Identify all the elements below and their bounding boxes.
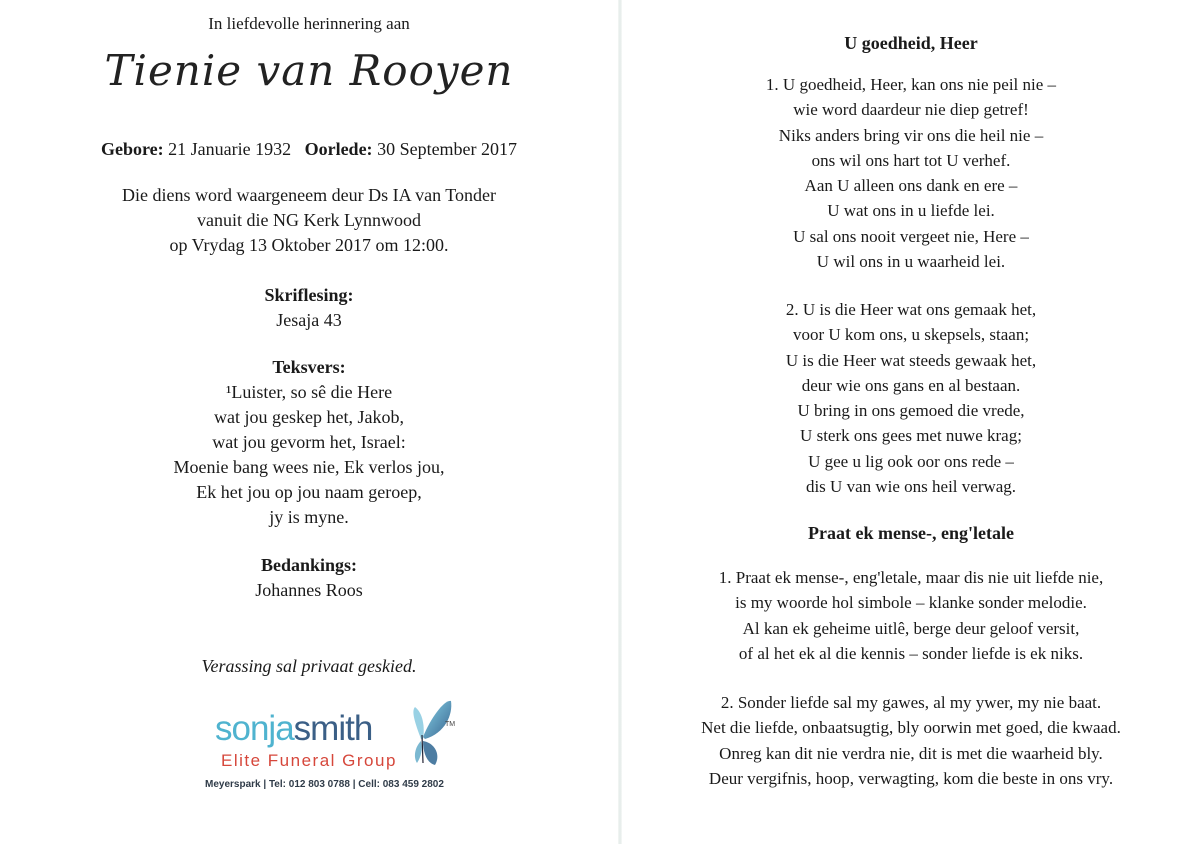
song-line: U sal ons nooit vergeet nie, Here – (793, 226, 1029, 246)
dates-line (0, 139, 618, 160)
intro-line: In liefdevolle herinnering aan (208, 14, 410, 33)
song-line: Onreg kan dit nie verdra nie, dit is met die waarheid bly. (719, 743, 1103, 763)
logo-subtitle: Elite Funeral Group (221, 751, 397, 770)
service-line: op Vrydag 13 Oktober 2017 om 12:00. (169, 235, 449, 255)
song-line: 2. U is die Heer wat ons gemaak het, (785, 300, 1037, 319)
song1-title: U goedheid, Heer (844, 33, 978, 53)
text-verse-line: ¹Luister, so sê die Here (225, 382, 393, 402)
thanks-title: Bedankings: (260, 555, 358, 575)
text-verse-title: Teksvers: (272, 357, 346, 377)
song-line: deur wie ons gans en al bestaan. (801, 375, 1021, 395)
logo-trademark: TM (445, 721, 456, 728)
text-verse-line: wat jou geskep het, Jakob, (214, 407, 404, 427)
scripture-section (0, 283, 618, 333)
song-line: U wil ons in u waarheid lei. (816, 252, 1006, 272)
song-line: 1. Praat ek mense-, eng'letale, maar dis nie uit liefde nie, (718, 568, 1104, 587)
service-line: Die diens word waargeneem deur Ds IA van Tonder (122, 185, 496, 205)
song-line: Aan U alleen ons dank en ere – (804, 176, 1018, 196)
song-line: voor U kom ons, u skepsels, staan; (792, 325, 1030, 345)
song-line: 1. U goedheid, Heer, kan ons nie peil nie – (765, 75, 1057, 94)
text-verse-line: jy is myne. (269, 507, 349, 527)
song2-title: Praat ek mense-, eng'letale (808, 523, 1014, 543)
song-line: is my woorde hol simbole – klanke sonder melodie. (735, 593, 1087, 613)
song1 (622, 31, 1200, 56)
song-line: dis U van wie ons heil verwag. (805, 477, 1017, 497)
song-line: Al kan ek geheime uitlê, berge deur geloof versit, (742, 618, 1080, 638)
scripture-title: Skriflesing: (264, 285, 354, 305)
text-verse-line: Moenie bang wees nie, Ek verlos jou, (173, 457, 445, 477)
logo-contact: Meyerspark | Tel: 012 803 0788 | Cell: 083 459 2802 (205, 779, 444, 790)
song-line: Niks anders bring vir ons die heil nie – (778, 125, 1044, 145)
song1-verse2 (622, 297, 1200, 499)
died-value: 30 September 2017 (377, 139, 518, 159)
song2 (622, 521, 1200, 546)
logo-brand-part1: sonja (215, 709, 294, 748)
text-verse-line: wat jou gevorm het, Israel: (212, 432, 406, 452)
song-line: of al het ek al die kennis – sonder liefde is ek niks. (738, 643, 1084, 663)
song-line: U bring in ons gemoed die vrede, (797, 401, 1025, 421)
song-line: ons wil ons hart tot U verhef. (811, 150, 1011, 170)
song-line: 2. Sonder liefde sal my gawes, al my ywer, my nie baat. (720, 693, 1102, 712)
thanks-section (0, 553, 618, 603)
song-line: Net die liefde, onbaatsugtig, bly oorwin met goed, die kwaad. (701, 718, 1121, 738)
scripture-value: Jesaja 43 (276, 310, 342, 330)
deceased-name: Tienie van Rooyen (104, 46, 514, 95)
song-line: U is die Heer wat steeds gewaak het, (785, 350, 1037, 370)
text-verse-section (0, 355, 618, 530)
butterfly-icon (401, 697, 456, 769)
song-line: U gee u lig ook oor ons rede – (808, 451, 1014, 471)
service-line: vanuit die NG Kerk Lynnwood (197, 210, 421, 230)
song2-verse1 (622, 565, 1200, 666)
died-label: Oorlede: (304, 139, 373, 159)
song1-verse1 (622, 72, 1200, 274)
right-page (622, 0, 1200, 844)
born-label: Gebore: (100, 139, 164, 159)
closing-note: Verassing sal privaat geskied. (201, 656, 417, 676)
song-line: Deur vergifnis, hoop, verwagting, kom die beste in ons vry. (708, 768, 1114, 788)
funeral-group-logo (205, 697, 465, 797)
text-verse-line: Ek het jou op jou naam geroep, (196, 482, 422, 502)
song-line: wie word daardeur nie diep getref! (793, 100, 1029, 120)
song-line: U sterk ons gees met nuwe krag; (800, 426, 1022, 446)
song2-verse2 (622, 690, 1200, 791)
born-value: 21 Januarie 1932 (168, 139, 292, 159)
service-details (0, 183, 618, 258)
thanks-value: Johannes Roos (255, 580, 363, 600)
logo-brand-part2: smith (293, 709, 373, 748)
song-line: U wat ons in u liefde lei. (827, 201, 995, 221)
logo-brand (215, 709, 372, 749)
